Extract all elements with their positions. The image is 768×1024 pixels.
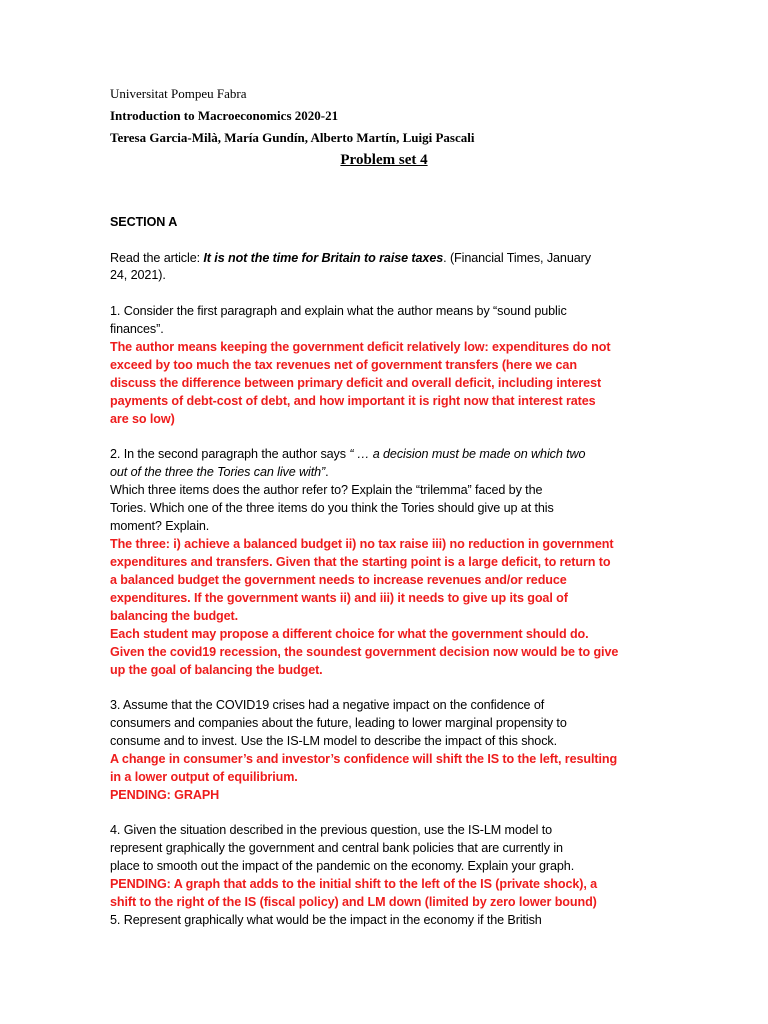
article-title: It is not the time for Britain to raise taxes (203, 251, 444, 265)
q3-line: consumers and companies about the future, leading to lower marginal propensity to (110, 716, 567, 730)
q1-answer-line: exceed by too much the tax revenues net of government transfers (here we can (110, 358, 577, 372)
q1-line: finances”. (110, 322, 164, 336)
q2-quote: “ … a decision must be made on which two (349, 447, 586, 461)
q2-line: moment? Explain. (110, 519, 210, 533)
university-name: Universitat Pompeu Fabra (110, 86, 247, 101)
q2-line (110, 463, 329, 481)
q4-line: 4. Given the situation described in the previous question, use the IS-LM model to (110, 823, 553, 837)
q2-answer-line: up the goal of balancing the budget. (110, 663, 323, 677)
q2-answer-line: expenditures and transfers. Given that the starting point is a large deficit, to return to (110, 555, 611, 569)
q2-answer-line: The three: i) achieve a balanced budget ii) no tax raise iii) no reduction in government (110, 537, 614, 551)
q2-quote: out of the three the Tories can live with” (110, 465, 326, 479)
section-heading: SECTION A (110, 215, 178, 229)
q2-prefix: 2. In the second paragraph the author says (110, 447, 350, 461)
q1-answer-line: The author means keeping the government deficit relatively low: expenditures do not (110, 340, 611, 354)
intro-prefix: Read the article: (110, 251, 204, 265)
q1-answer-line: payments of debt-cost of debt, and how important it is right now that interest rates (110, 394, 596, 408)
q2-suffix: . (325, 465, 329, 479)
q1-answer-line: discuss the difference between primary deficit and overall deficit, including interest (110, 376, 602, 390)
authors: Teresa Garcia-Milà, María Gundín, Alberto Martín, Luigi Pascali (110, 130, 475, 145)
q3-answer-line: PENDING: GRAPH (110, 788, 220, 802)
q2-answer-line: expenditures. If the government wants ii) and iii) it needs to give up its goal of (110, 591, 568, 605)
document-title: Problem set 4 (340, 152, 428, 168)
q5-line: 5. Represent graphically what would be the impact in the economy if the British (110, 913, 542, 927)
q1-answer-line: are so low) (110, 412, 175, 426)
q2-line (110, 445, 585, 463)
q2-answer-line: balancing the budget. (110, 609, 239, 623)
intro-line-2: 24, 2021). (110, 268, 166, 282)
q2-line: Which three items does the author refer to? Explain the “trilemma” faced by the (110, 483, 543, 497)
q1-line: 1. Consider the first paragraph and explain what the author means by “sound public (110, 304, 567, 318)
q4-answer-line: PENDING: A graph that adds to the initial shift to the left of the IS (private shock), a (110, 877, 598, 891)
q4-answer-line: shift to the right of the IS (fiscal policy) and LM down (limited by zero lower bound) (110, 895, 597, 909)
q4-line: place to smooth out the impact of the pandemic on the economy. Explain your graph. (110, 859, 575, 873)
q4-line: represent graphically the government and central bank policies that are currently in (110, 841, 563, 855)
intro-suffix: . (Financial Times, January (443, 251, 591, 265)
q3-answer-line: in a lower output of equilibrium. (110, 770, 298, 784)
q2-line: Tories. Which one of the three items do you think the Tories should give up at this (110, 501, 554, 515)
q2-answer-line: Each student may propose a different choice for what the government should do. (110, 627, 589, 641)
intro-line (110, 249, 591, 267)
course-name: Introduction to Macroeconomics 2020-21 (110, 108, 339, 123)
q3-line: consume and to invest. Use the IS-LM model to describe the impact of this shock. (110, 734, 557, 748)
q2-answer-line: Given the covid19 recession, the soundest government decision now would be to give (110, 645, 619, 659)
q3-line: 3. Assume that the COVID19 crises had a negative impact on the confidence of (110, 698, 545, 712)
q3-answer-line: A change in consumer’s and investor’s confidence will shift the IS to the left, resulting (110, 752, 618, 766)
q2-answer-line: a balanced budget the government needs to increase revenues and/or reduce (110, 573, 567, 587)
